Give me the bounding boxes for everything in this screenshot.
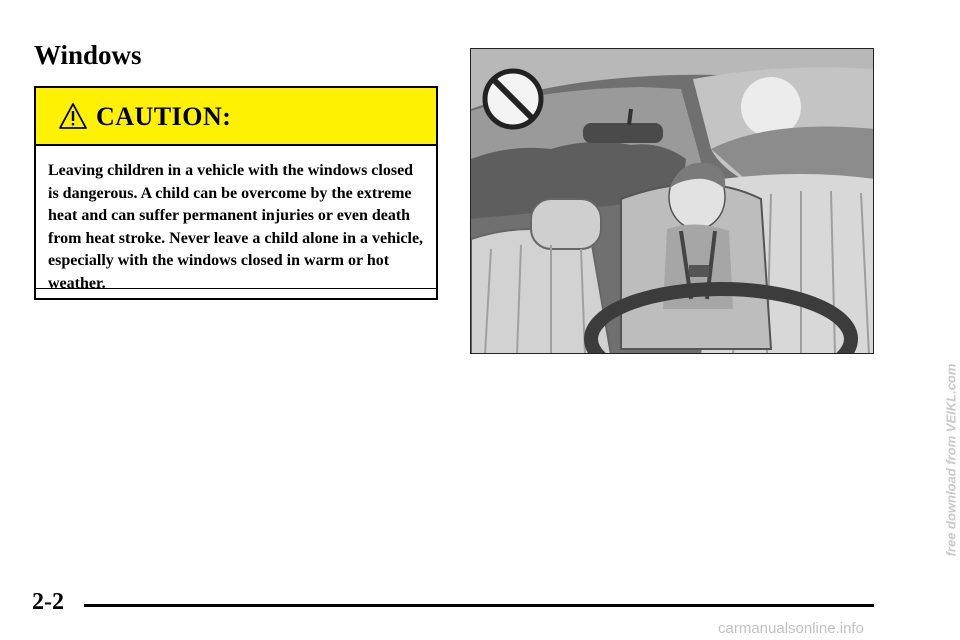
caution-divider	[36, 288, 436, 289]
side-watermark: free download from VEIKL.com	[943, 363, 959, 557]
page-heading: Windows	[34, 40, 142, 70]
bottom-watermark: carmanualsonline.info	[718, 620, 864, 637]
prohibition-icon	[485, 71, 541, 127]
footer-rule	[84, 604, 874, 607]
warning-triangle-icon	[58, 101, 88, 131]
child-in-car-illustration	[470, 48, 874, 354]
caution-box	[34, 86, 438, 300]
caution-title: CAUTION:	[96, 102, 232, 131]
caution-header	[36, 88, 436, 146]
page-number: 2-2	[32, 589, 64, 615]
caution-body: Leaving children in a vehicle with the windows closed is dangerous. A child can be overcome by the extreme heat and can suffer permanent injuries or even death from heat stroke. Never leave a child alone in a vehicle, especially with the windows closed in warm or hot weather.	[48, 162, 424, 292]
car-interior-drawing	[471, 49, 874, 354]
